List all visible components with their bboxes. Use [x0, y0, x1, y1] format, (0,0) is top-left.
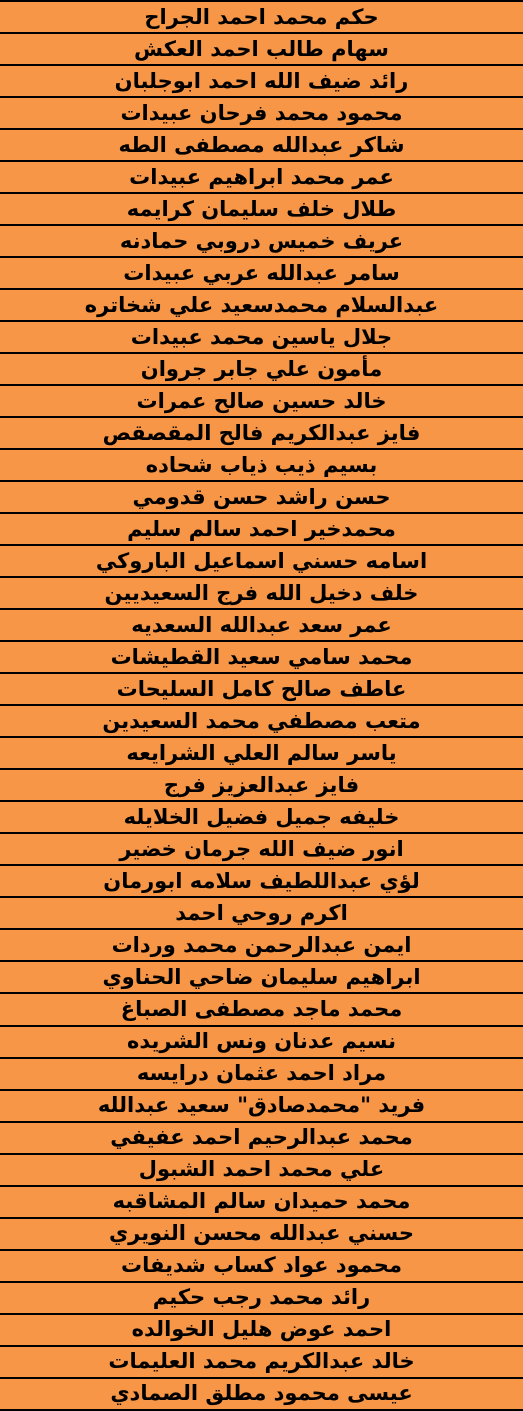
- table-row: [0, 1187, 523, 1219]
- name-cell: شاكر عبدالله مصطفى الطه: [118, 132, 405, 157]
- name-cell: محمود عواد كساب شديفات: [121, 1253, 402, 1278]
- table-row: [0, 2, 523, 34]
- table-row: [0, 450, 523, 482]
- table-row: [0, 514, 523, 546]
- name-cell: محمد ماجد مصطفى الصباغ: [120, 996, 403, 1021]
- name-cell: فريد "محمدصادق" سعيد عبدالله: [97, 1093, 426, 1118]
- table-row: [0, 1219, 523, 1251]
- name-cell: رائد محمد رجب حكيم: [152, 1285, 371, 1310]
- table-row: [0, 610, 523, 642]
- table-row: [0, 290, 523, 322]
- table-row: [0, 1155, 523, 1187]
- table-row: [0, 1123, 523, 1155]
- name-cell: جلال ياسين محمد عبيدات: [130, 324, 393, 349]
- table-row: [0, 1283, 523, 1315]
- name-cell: عمر محمد ابراهيم عبيدات: [129, 164, 394, 189]
- table-row: [0, 1059, 523, 1091]
- name-cell: حسن راشد حسن قدومي: [132, 484, 391, 509]
- table-row: [0, 34, 523, 66]
- name-cell: متعب مصطفي محمد السعيدين: [102, 708, 421, 733]
- name-cell: مأمون علي جابر جروان: [140, 356, 383, 381]
- name-cell: خالد عبدالكريم محمد العليمات: [108, 1349, 415, 1374]
- table-row: [0, 1315, 523, 1347]
- name-cell: فايز عبدالعزيز فرج: [163, 772, 360, 797]
- name-cell: محمدخير احمد سالم سليم: [127, 516, 396, 541]
- name-cell: محمد سامي سعيد القطيشات: [110, 644, 413, 669]
- table-row: [0, 1347, 523, 1379]
- name-cell: خلف دخيل الله فرج السعيديين: [104, 580, 419, 605]
- table-row: [0, 130, 523, 162]
- table-row: [0, 162, 523, 194]
- name-cell: حكم محمد احمد الجراح: [144, 4, 379, 29]
- name-cell: محمد عبدالرحيم احمد عفيفي: [110, 1125, 413, 1150]
- name-cell: عريف خميس دروبي حمادنه: [119, 228, 404, 253]
- table-row: [0, 706, 523, 738]
- table-row: [0, 194, 523, 226]
- table-row: [0, 674, 523, 706]
- name-cell: سامر عبدالله عربي عبيدات: [123, 260, 400, 285]
- name-cell: اكرم روحي احمد: [175, 900, 348, 925]
- name-cell: خالد حسين صالح عمرات: [136, 388, 387, 413]
- name-cell: احمد عوض هليل الخوالده: [131, 1317, 392, 1342]
- name-cell: محمود محمد فرحان عبيدات: [120, 100, 403, 125]
- table-row: [0, 322, 523, 354]
- table-row: [0, 802, 523, 834]
- table-row: [0, 546, 523, 578]
- name-cell: سهام طالب احمد العكش: [134, 36, 389, 61]
- table-row: [0, 994, 523, 1026]
- table-row: [0, 578, 523, 610]
- name-cell: عمر سعد عبدالله السعديه: [131, 612, 392, 637]
- table-row: [0, 642, 523, 674]
- name-cell: حسني عبدالله محسن النويري: [108, 1221, 415, 1246]
- name-cell: ابراهيم سليمان ضاحي الحناوي: [102, 964, 421, 989]
- table-row: [0, 1091, 523, 1123]
- table-row: [0, 962, 523, 994]
- name-cell: محمد حميدان سالم المشاقبه: [112, 1189, 411, 1214]
- name-cell: خليفه جميل فضيل الخلايله: [123, 804, 400, 829]
- table-row: [0, 226, 523, 258]
- name-cell: بسيم ذيب ذياب شحاده: [145, 452, 378, 477]
- name-cell: انور ضيف الله جرمان خضير: [119, 836, 404, 861]
- name-cell: طلال خلف سليمان كرايمه: [126, 196, 397, 221]
- name-cell: اسامه حسني اسماعيل الباروكي: [95, 548, 428, 573]
- table-row: [0, 866, 523, 898]
- name-cell: عيسى محمود مطلق الصمادي: [110, 1381, 413, 1406]
- table-row: [0, 898, 523, 930]
- name-cell: نسيم عدنان ونس الشريده: [127, 1029, 396, 1053]
- name-cell: فايز عبدالكريم فالح المقصقص: [102, 420, 421, 445]
- table-row: [0, 738, 523, 770]
- table-row: [0, 1379, 523, 1411]
- table-row: [0, 354, 523, 386]
- table-row: [0, 418, 523, 450]
- name-cell: عبدالسلام محمدسعيد علي شخاتره: [84, 292, 439, 317]
- name-cell: علي محمد احمد الشبول: [138, 1157, 385, 1182]
- name-cell: رائد ضيف الله احمد ابوجلبان: [114, 68, 409, 93]
- name-cell: مراد احمد عثمان درايسه: [136, 1061, 387, 1086]
- table-row: [0, 770, 523, 802]
- name-cell: عاطف صالح كامل السليحات: [116, 676, 407, 701]
- name-cell: ياسر سالم العلي الشرايعه: [126, 740, 397, 765]
- table-row: [0, 930, 523, 962]
- name-cell: لؤي عبداللطيف سلامه ابورمان: [103, 868, 420, 893]
- table-row: [0, 98, 523, 130]
- table-row: [0, 1251, 523, 1283]
- name-cell: ايمن عبدالرحمن محمد وردات: [111, 932, 412, 957]
- table-row: [0, 1027, 523, 1059]
- table-row: [0, 834, 523, 866]
- table-row: [0, 482, 523, 514]
- table-row: [0, 66, 523, 98]
- table-row: [0, 386, 523, 418]
- table-row: [0, 258, 523, 290]
